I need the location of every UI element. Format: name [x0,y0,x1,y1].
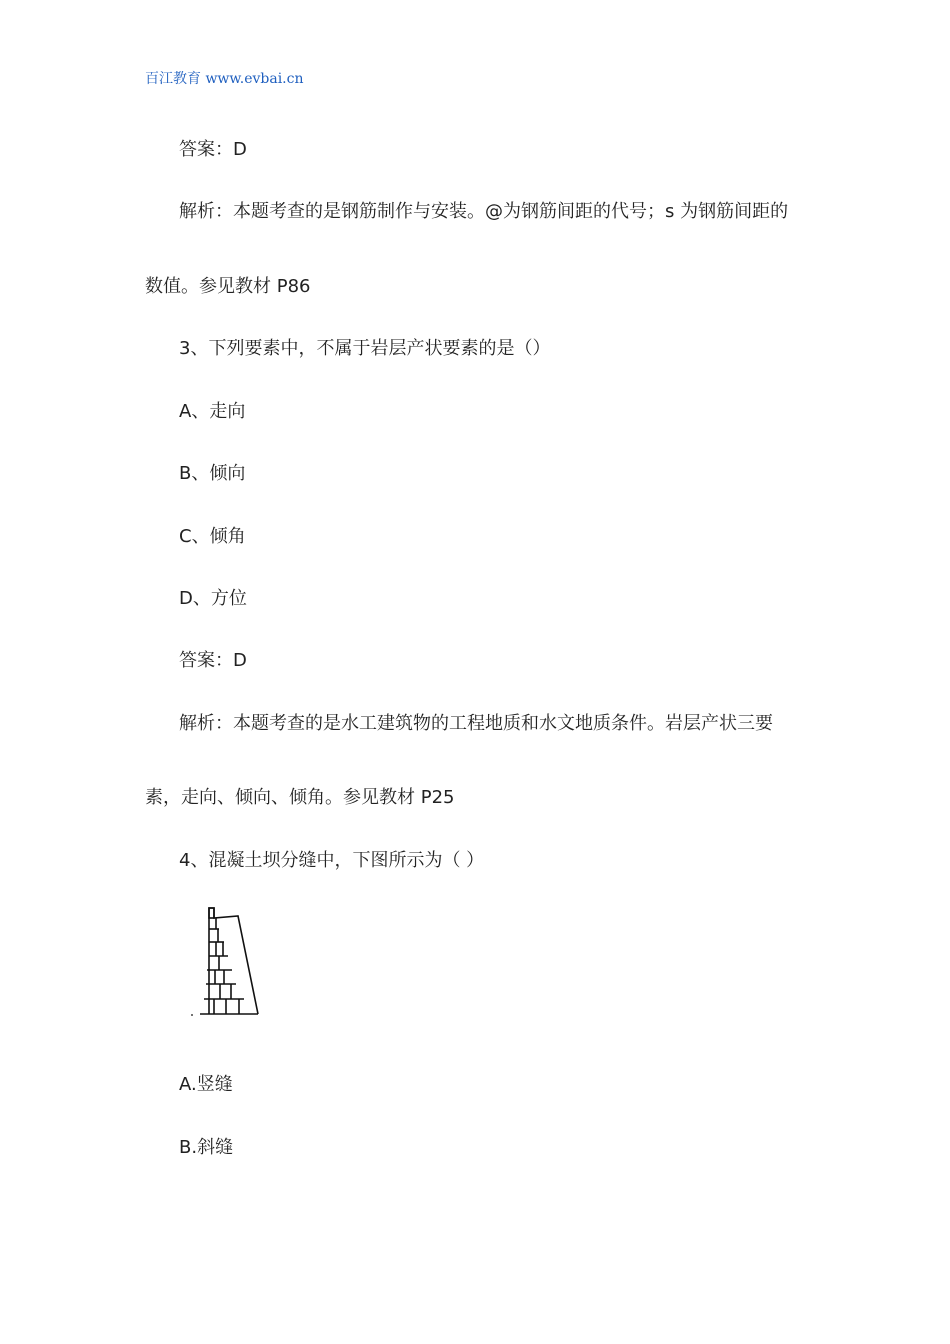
dam-joint-diagram [186,904,266,1024]
q3-stem: 3、下列要素中，不属于岩层产状要素的是（） [179,338,551,359]
page-header-site: 百江教育 www.evbai.cn [145,71,304,87]
q2-analysis-line2: 数值。参见教材 P86 [145,276,311,297]
q3-option-a: A、走向 [179,401,246,422]
q4-stem: 4、混凝土坝分缝中，下图所示为（ ） [179,850,485,871]
q3-analysis-line2: 素，走向、倾向、倾角。参见教材 P25 [145,787,455,808]
q4-option-b: B.斜缝 [179,1137,234,1158]
q3-analysis-line1: 解析：本题考查的是水工建筑物的工程地质和水文地质条件。岩层产状三要 [179,713,773,734]
q2-analysis-line1: 解析：本题考查的是钢筋制作与安装。@为钢筋间距的代号；s 为钢筋间距的 [179,201,789,222]
q2-answer: 答案：D [179,139,247,160]
diagram-dot [191,1014,193,1016]
q4-option-a: A.竖缝 [179,1074,233,1095]
q3-option-c: C、倾角 [179,526,246,547]
q3-answer: 答案：D [179,650,247,671]
q3-option-d: D、方位 [179,588,247,609]
q3-option-b: B、倾向 [179,463,246,484]
